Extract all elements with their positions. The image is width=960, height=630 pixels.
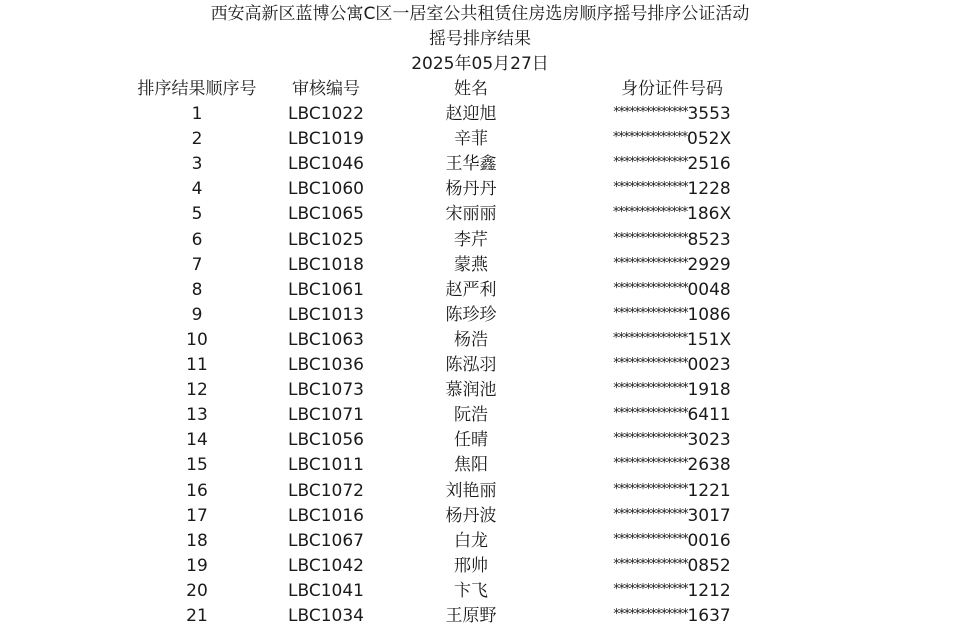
cell-audit-code: LBC1060 xyxy=(288,179,364,200)
table-row xyxy=(0,604,960,629)
cell-id-number xyxy=(572,403,772,429)
id-tail: 3023 xyxy=(687,430,731,451)
column-header-id: 身份证件号码 xyxy=(621,79,723,99)
id-mask: ************** xyxy=(613,180,688,196)
cell-seq: 10 xyxy=(186,329,208,350)
id-mask: ************** xyxy=(613,105,688,121)
column-header-name: 姓名 xyxy=(454,79,488,99)
cell-audit-code: LBC1046 xyxy=(288,154,364,175)
id-tail: 3553 xyxy=(687,104,731,125)
id-mask: ************** xyxy=(613,230,688,246)
cell-audit-code: LBC1041 xyxy=(288,580,364,601)
cell-name: 卞飞 xyxy=(454,580,488,601)
id-tail: 052X xyxy=(687,129,732,150)
id-tail: 2638 xyxy=(687,455,731,476)
cell-name: 王原野 xyxy=(445,605,497,626)
column-header-seq: 排序结果顺序号 xyxy=(137,79,257,99)
cell-name: 赵迎旭 xyxy=(445,104,497,125)
table-row xyxy=(0,529,960,554)
table-row xyxy=(0,428,960,453)
cell-audit-code: LBC1061 xyxy=(288,279,364,300)
id-mask: ************** xyxy=(613,255,688,271)
id-tail: 1221 xyxy=(687,480,731,501)
cell-audit-code: LBC1019 xyxy=(288,129,364,150)
cell-name: 刘艳丽 xyxy=(445,480,497,501)
document-subtitle: 摇号排序结果 xyxy=(429,29,531,49)
cell-id-number xyxy=(572,479,772,505)
cell-name: 阮浩 xyxy=(454,405,488,426)
cell-name: 陈泓羽 xyxy=(445,355,497,376)
id-mask: ************** xyxy=(613,506,688,522)
table-row xyxy=(0,579,960,604)
cell-id-number xyxy=(572,228,772,254)
cell-seq: 7 xyxy=(191,254,203,275)
cell-audit-code: LBC1022 xyxy=(288,104,364,125)
cell-id-number xyxy=(572,152,772,178)
cell-name: 焦阳 xyxy=(454,455,488,476)
table-row xyxy=(0,177,960,202)
cell-audit-code: LBC1013 xyxy=(288,304,364,325)
cell-seq: 11 xyxy=(186,355,208,376)
id-mask: ************** xyxy=(613,406,688,422)
cell-seq: 12 xyxy=(186,380,208,401)
cell-audit-code: LBC1056 xyxy=(288,430,364,451)
id-mask: ************** xyxy=(613,581,688,597)
cell-seq: 9 xyxy=(191,304,203,325)
cell-seq: 13 xyxy=(186,405,208,426)
cell-audit-code: LBC1018 xyxy=(288,254,364,275)
table-row xyxy=(0,253,960,278)
cell-audit-code: LBC1011 xyxy=(288,455,364,476)
document-date: 2025年05月27日 xyxy=(411,54,549,74)
cell-id-number xyxy=(572,554,772,580)
cell-id-number xyxy=(572,428,772,454)
id-mask: ************** xyxy=(613,531,688,547)
cell-id-number xyxy=(572,202,772,228)
cell-seq: 5 xyxy=(191,204,203,225)
id-tail: 3017 xyxy=(687,505,731,526)
cell-seq: 1 xyxy=(191,104,203,125)
cell-seq: 21 xyxy=(186,605,208,626)
table-header-row xyxy=(0,77,960,102)
id-mask: ************** xyxy=(613,305,688,321)
cell-seq: 18 xyxy=(186,530,208,551)
table-row xyxy=(0,353,960,378)
cell-name: 邢帅 xyxy=(454,555,488,576)
cell-name: 杨浩 xyxy=(454,329,488,350)
cell-name: 白龙 xyxy=(454,530,488,551)
id-tail: 0852 xyxy=(687,555,731,576)
table-row xyxy=(0,102,960,127)
id-tail: 0048 xyxy=(687,279,731,300)
cell-audit-code: LBC1071 xyxy=(288,405,364,426)
cell-id-number xyxy=(572,278,772,304)
cell-id-number xyxy=(572,378,772,404)
id-tail: 1212 xyxy=(687,580,731,601)
cell-id-number xyxy=(572,353,772,379)
id-tail: 1086 xyxy=(687,304,731,325)
id-tail: 0023 xyxy=(687,355,731,376)
cell-name: 蒙燕 xyxy=(454,254,488,275)
cell-name: 赵严利 xyxy=(445,279,497,300)
id-mask: ************** xyxy=(612,205,688,221)
cell-audit-code: LBC1065 xyxy=(288,204,364,225)
id-tail: 0016 xyxy=(687,530,731,551)
cell-seq: 4 xyxy=(191,179,203,200)
cell-id-number xyxy=(572,453,772,479)
cell-audit-code: LBC1042 xyxy=(288,555,364,576)
cell-id-number xyxy=(572,328,772,354)
table-row xyxy=(0,127,960,152)
cell-seq: 8 xyxy=(191,279,203,300)
cell-id-number xyxy=(572,127,772,153)
cell-audit-code: LBC1025 xyxy=(288,229,364,250)
table-row xyxy=(0,303,960,328)
table-row xyxy=(0,504,960,529)
cell-name: 李芹 xyxy=(454,229,488,250)
cell-name: 慕润池 xyxy=(445,380,497,401)
cell-audit-code: LBC1016 xyxy=(288,505,364,526)
id-mask: ************** xyxy=(613,280,688,296)
id-tail: 2516 xyxy=(687,154,731,175)
id-mask: ************** xyxy=(612,130,688,146)
cell-name: 杨丹波 xyxy=(445,505,497,526)
cell-audit-code: LBC1072 xyxy=(288,480,364,501)
cell-id-number xyxy=(572,579,772,605)
cell-name: 任晴 xyxy=(454,430,488,451)
cell-id-number xyxy=(572,253,772,279)
cell-audit-code: LBC1036 xyxy=(288,355,364,376)
cell-name: 辛菲 xyxy=(454,129,488,150)
document-header xyxy=(0,2,960,77)
table-row xyxy=(0,152,960,177)
table-row xyxy=(0,378,960,403)
cell-seq: 17 xyxy=(186,505,208,526)
cell-id-number xyxy=(572,604,772,630)
table-row xyxy=(0,403,960,428)
cell-seq: 14 xyxy=(186,430,208,451)
table-row xyxy=(0,328,960,353)
table-row xyxy=(0,554,960,579)
id-mask: ************** xyxy=(613,381,688,397)
cell-id-number xyxy=(572,303,772,329)
id-mask: ************** xyxy=(613,606,688,622)
cell-id-number xyxy=(572,504,772,530)
column-header-code: 审核编号 xyxy=(292,79,360,99)
cell-seq: 6 xyxy=(191,229,203,250)
id-tail: 1637 xyxy=(687,605,731,626)
cell-name: 王华鑫 xyxy=(445,154,497,175)
table-row xyxy=(0,453,960,478)
cell-seq: 15 xyxy=(186,455,208,476)
cell-name: 陈珍珍 xyxy=(445,304,497,325)
id-tail: 1918 xyxy=(687,380,731,401)
cell-seq: 2 xyxy=(191,129,203,150)
table-row xyxy=(0,278,960,303)
lottery-result-table xyxy=(0,77,960,629)
table-body xyxy=(0,102,960,629)
cell-seq: 19 xyxy=(186,555,208,576)
cell-name: 杨丹丹 xyxy=(445,179,497,200)
cell-audit-code: LBC1063 xyxy=(288,329,364,350)
cell-seq: 3 xyxy=(191,154,203,175)
id-mask: ************** xyxy=(613,481,688,497)
id-tail: 186X xyxy=(687,204,732,225)
cell-audit-code: LBC1067 xyxy=(288,530,364,551)
id-tail: 2929 xyxy=(687,254,731,275)
cell-id-number xyxy=(572,529,772,555)
id-tail: 1228 xyxy=(687,179,731,200)
table-row xyxy=(0,228,960,253)
id-mask: ************** xyxy=(613,155,688,171)
table-row xyxy=(0,202,960,227)
id-mask: ************** xyxy=(613,356,688,372)
cell-id-number xyxy=(572,177,772,203)
document-title: 西安高新区蓝博公寓C区一居室公共租赁住房选房顺序摇号排序公证活动 xyxy=(210,4,750,24)
id-tail: 8523 xyxy=(687,229,731,250)
cell-audit-code: LBC1073 xyxy=(288,380,364,401)
table-row xyxy=(0,479,960,504)
id-mask: ************** xyxy=(613,431,688,447)
cell-id-number xyxy=(572,102,772,128)
cell-audit-code: LBC1034 xyxy=(288,605,364,626)
id-tail: 151X xyxy=(687,329,732,350)
id-tail: 6411 xyxy=(687,405,731,426)
id-mask: ************** xyxy=(613,556,688,572)
id-mask: ************** xyxy=(612,330,688,346)
cell-name: 宋丽丽 xyxy=(445,204,497,225)
id-mask: ************** xyxy=(613,456,688,472)
cell-seq: 16 xyxy=(186,480,208,501)
cell-seq: 20 xyxy=(186,580,208,601)
